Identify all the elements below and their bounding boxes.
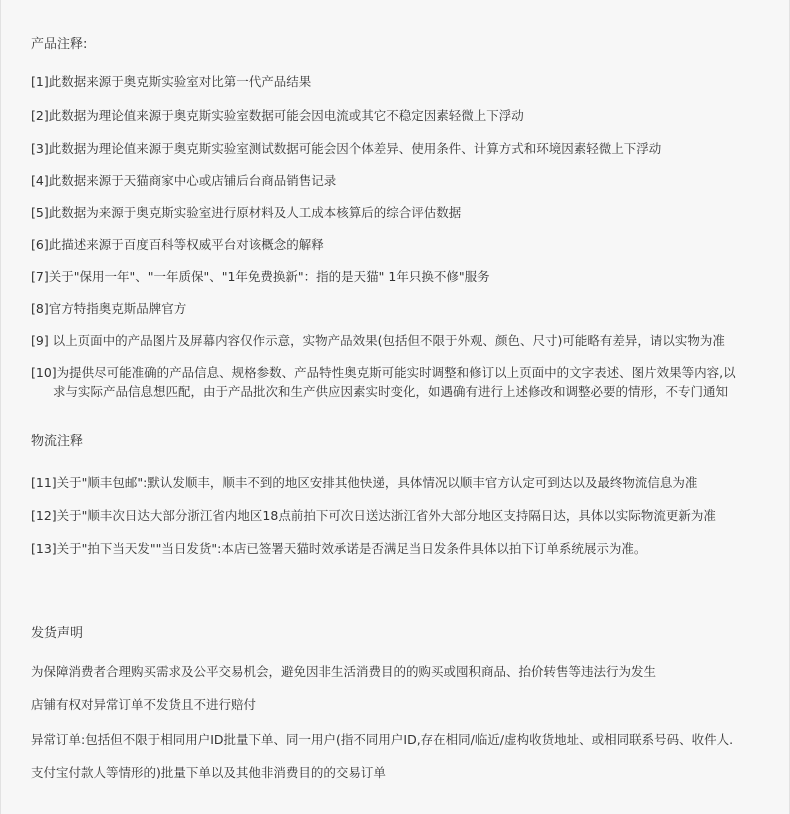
shipping-statement-heading: 发货声明 <box>31 626 84 641</box>
note-item: [4]此数据来源于天猫商家中心或店铺后台商品销售记录 <box>31 173 337 188</box>
statement-line: 支付宝付款人等情形的)批量下单以及其他非消费目的的交易订单 <box>31 765 386 780</box>
note-item: [7]关于"保用一年"、"一年质保"、"1年免费换新"：指的是天猫" 1年只换不修"服务 <box>31 269 490 284</box>
note-item: [10]为提供尽可能准确的产品信息、规格参数、产品特性奥克斯可能实时调整和修订以上页面中的文字表述、图片效果等内容,以 <box>31 365 736 380</box>
statement-line: 店铺有权对异常订单不发货且不进行赔付 <box>31 697 257 712</box>
product-notes-heading: 产品注释: <box>31 37 88 52</box>
note-item: [12]关于"顺丰次日达大部分浙江省内地区18点前拍下可次日送达浙江省外大部分地区支持隔日达，具体以实际物流更新为准 <box>31 508 716 523</box>
note-item: [2]此数据为理论值来源于奥克斯实验室数据可能会因电流或其它不稳定因素轻微上下浮动 <box>31 108 524 123</box>
note-item-continued: 求与实际产品信息想匹配，由于产品批次和生产供应因素实时变化，如遇确有进行上述修改和调整必要的情形，不专门通知 <box>53 384 729 399</box>
note-item: [1]此数据来源于奥克斯实验室对比第一代产品结果 <box>31 74 312 89</box>
note-item: [3]此数据为理论值来源于奥克斯实验室测试数据可能会因个体差异、使用条件、计算方式和环境因素轻微上下浮动 <box>31 141 662 156</box>
logistics-notes-heading: 物流注释 <box>31 434 84 449</box>
note-item: [8]官方特指奥克斯品牌官方 <box>31 301 187 316</box>
statement-line: 为保障消费者合理购买需求及公平交易机会，避免因非生活消费目的的购买或囤积商品、抬价转售等违法行为发生 <box>31 664 657 679</box>
note-item: [11]关于"顺丰包邮":默认发顺丰，顺丰不到的地区安排其他快递，具体情况以顺丰官方认定可到达以及最终物流信息为准 <box>31 475 698 490</box>
note-item: [6]此描述来源于百度百科等权威平台对该概念的解释 <box>31 237 324 252</box>
note-item: [9] 以上页面中的产品图片及屏幕内容仅作示意，实物产品效果(包括但不限于外观、颜色、尺寸)可能略有差异，请以实物为准 <box>31 333 725 348</box>
note-item: [5]此数据为来源于奥克斯实验室进行原材料及人工成本核算后的综合评估数据 <box>31 205 462 220</box>
statement-line: 异常订单:包括但不限于相同用户ID批量下单、同一用户(指不同用户ID,存在相同/临近/虚构收货地址、或相同联系号码、收件人. <box>31 732 734 747</box>
note-item: [13]关于"拍下当天发""当日发货":本店已签署天猫时效承诺是否满足当日发条件具体以拍下订单系统展示为准。 <box>31 541 647 556</box>
